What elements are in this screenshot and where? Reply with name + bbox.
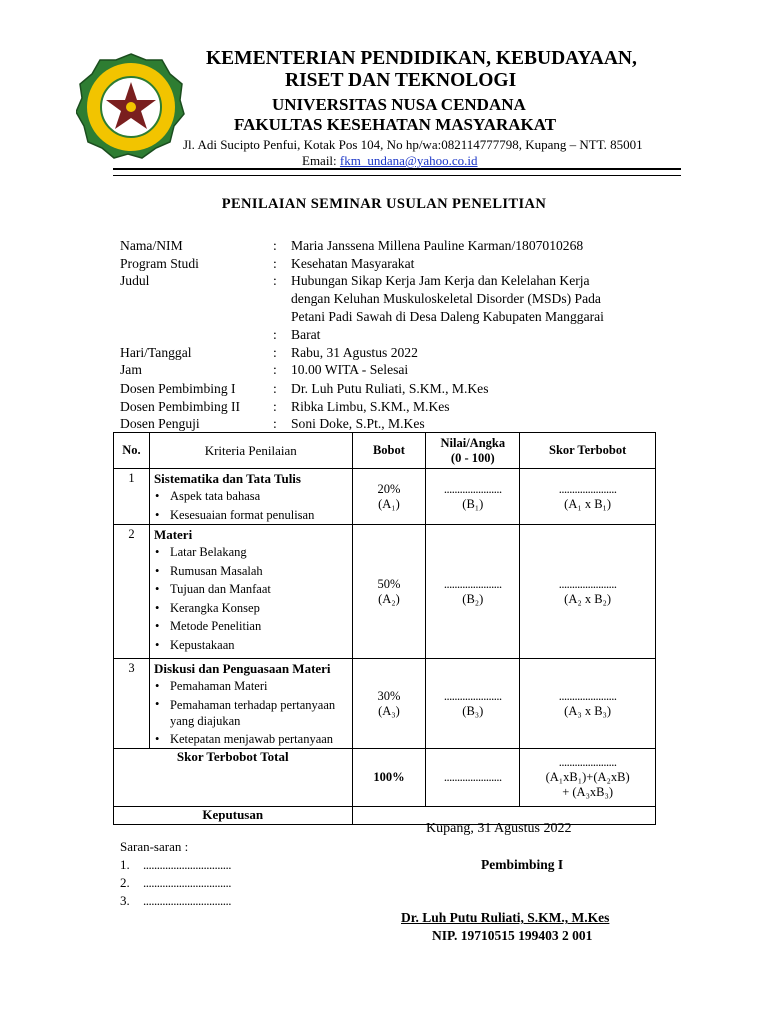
- weighted-blank[interactable]: ......................: [558, 576, 617, 591]
- weight-value: 20%: [377, 481, 401, 496]
- row-score: [426, 659, 520, 749]
- header-ministry-line1: KEMENTERIAN PENDIDIKAN, KEBUDAYAAN,: [206, 48, 637, 69]
- examiner-label: Dosen Penguji: [120, 416, 200, 431]
- header-score-line2: (0 - 100): [450, 450, 495, 465]
- weight-symbol: (A₃): [378, 703, 400, 718]
- row-criteria: [149, 659, 352, 749]
- title-value-line3: Petani Padi Sawah di Desa Daleng Kabupaten Manggarai: [291, 309, 604, 324]
- signer-role: Pembimbing I: [481, 857, 564, 872]
- title-value-line1: Hubungan Sikap Kerja Jam Kerja dan Kelelahan Kerja: [291, 273, 590, 288]
- header-ministry-line2: RISET DAN TEKNOLOGI: [285, 70, 517, 91]
- row-no: 1: [114, 469, 150, 525]
- weighted-symbol: (A₂ x B₂): [564, 591, 612, 606]
- suggestion-number: 2.: [120, 875, 130, 890]
- suggestion-number: 3.: [120, 893, 130, 908]
- header-weighted: Skor Terbobot: [520, 433, 656, 469]
- colon: :: [273, 345, 277, 360]
- email-link[interactable]: fkm_undana@yahoo.co.id: [339, 153, 478, 168]
- row-weighted: [520, 469, 656, 525]
- list-item: • Aspek tata bahasa: [152, 487, 352, 506]
- total-row: [114, 749, 656, 807]
- score-symbol: (B₁): [462, 496, 484, 511]
- list-item: • Kerangka Konsep: [152, 599, 352, 618]
- weighted-blank[interactable]: ......................: [558, 688, 617, 703]
- row-weighted: [520, 525, 656, 659]
- advisor1-value: Dr. Luh Putu Ruliati, S.KM., M.Kes: [291, 381, 489, 396]
- suggestion-number: 1.: [120, 857, 130, 872]
- score-symbol: (B₃): [462, 703, 484, 718]
- email-label: Email:: [302, 153, 337, 168]
- advisor1-label: Dosen Pembimbing I: [120, 381, 236, 396]
- header-address: Jl. Adi Sucipto Penfui, Kotak Pos 104, No hp/wa:082114777798, Kupang – NTT. 85001: [183, 137, 643, 152]
- title-label: Judul: [120, 273, 150, 288]
- time-label: Jam: [120, 362, 142, 377]
- suggestion-blank[interactable]: ................................: [143, 857, 231, 872]
- list-item: • Latar Belakang: [152, 543, 352, 562]
- row-score: [426, 469, 520, 525]
- suggestion-blank[interactable]: ................................: [143, 875, 231, 890]
- list-item: • Pemahaman terhadap pertanyaan yang diajukan: [152, 696, 352, 730]
- header-divider: [113, 168, 681, 170]
- header-no: No.: [114, 433, 150, 469]
- weighted-symbol: (A₃ x B₃): [564, 703, 612, 718]
- examiner-value: Soni Doke, S.Pt., M.Kes: [291, 416, 425, 431]
- time-value: 10.00 WITA - Selesai: [291, 362, 409, 377]
- score-symbol: (B₂): [462, 591, 484, 606]
- header-score-line1: Nilai/Angka: [440, 435, 506, 450]
- header-divider-thin: [113, 175, 681, 176]
- list-item: • Rumusan Masalah: [152, 562, 352, 581]
- header-university: UNIVERSITAS NUSA CENDANA: [272, 95, 526, 114]
- assessment-table: [113, 432, 656, 825]
- signer-nip: NIP. 19710515 199403 2 001: [432, 928, 593, 943]
- total-weight: 100%: [352, 749, 426, 807]
- list-item: • Tujuan dan Manfaat: [152, 580, 352, 599]
- header-criteria: Kriteria Penilaian: [149, 433, 352, 469]
- score-blank[interactable]: ......................: [443, 688, 502, 703]
- row-weight: [352, 525, 426, 659]
- suggestion-blank[interactable]: ................................: [143, 893, 231, 908]
- list-item: • Metode Penelitian: [152, 617, 352, 636]
- row-weight: [352, 469, 426, 525]
- row-criteria: [149, 469, 352, 525]
- header-weight: Bobot: [352, 433, 426, 469]
- colon: :: [273, 238, 277, 253]
- total-formula-line1: (A₁xB₁)+(A₂xB): [545, 770, 630, 784]
- total-weighted-blank[interactable]: ......................: [558, 755, 617, 769]
- weight-symbol: (A₁): [378, 496, 400, 511]
- signer-name: Dr. Luh Putu Ruliati, S.KM., M.Kes: [401, 910, 610, 925]
- criteria-title: Sistematika dan Tata Tulis: [153, 471, 301, 486]
- total-label: Skor Terbobot Total: [114, 749, 353, 807]
- decision-label: Keputusan: [114, 807, 353, 825]
- suggestions-label: Saran-saran :: [120, 839, 189, 854]
- place-date: Kupang, 31 Agustus 2022: [426, 821, 572, 836]
- table-row: [114, 659, 656, 749]
- weight-symbol: (A₂): [378, 591, 400, 606]
- title-value-line4: Barat: [291, 327, 321, 342]
- row-weighted: [520, 659, 656, 749]
- header-faculty: FAKULTAS KESEHATAN MASYARAKAT: [234, 115, 557, 134]
- table-row: [114, 469, 656, 525]
- advisor2-value: Ribka Limbu, S.KM., M.Kes: [291, 399, 450, 414]
- header-score: [426, 433, 520, 469]
- total-score: [426, 749, 520, 807]
- colon: :: [273, 362, 277, 377]
- row-weight: [352, 659, 426, 749]
- table-header-row: [114, 433, 656, 469]
- list-item: • Kepustakaan: [152, 636, 352, 655]
- total-score-blank[interactable]: ......................: [443, 770, 502, 784]
- university-logo: [76, 52, 186, 162]
- colon: :: [273, 399, 277, 414]
- row-criteria: [149, 525, 352, 659]
- weighted-blank[interactable]: ......................: [558, 481, 617, 496]
- colon: :: [273, 381, 277, 396]
- row-score: [426, 525, 520, 659]
- colon: :: [273, 416, 277, 431]
- weighted-symbol: (A₁ x B₁): [564, 496, 612, 511]
- advisor2-label: Dosen Pembimbing II: [120, 399, 241, 414]
- weight-value: 50%: [377, 576, 401, 591]
- program-value: Kesehatan Masyarakat: [291, 256, 415, 271]
- total-formula-line2: + (A₃xB₃): [562, 785, 614, 799]
- list-item: • Pemahaman Materi: [152, 677, 352, 696]
- title-value-line2: dengan Keluhan Muskuloskeletal Disorder (MSDs) Pada: [291, 291, 601, 306]
- name-value: Maria Janssena Millena Pauline Karman/1807010268: [291, 238, 584, 253]
- colon: :: [273, 256, 277, 271]
- weight-value: 30%: [377, 688, 401, 703]
- name-label: Nama/NIM: [120, 238, 183, 253]
- criteria-title: Diskusi dan Penguasaan Materi: [153, 661, 331, 676]
- score-blank[interactable]: ......................: [443, 481, 502, 496]
- colon: :: [273, 273, 277, 288]
- document-title: PENILAIAN SEMINAR USULAN PENELITIAN: [221, 196, 547, 212]
- list-item: • Ketepatan menjawab pertanyaan: [152, 730, 352, 749]
- colon: :: [273, 327, 277, 342]
- row-no: 2: [114, 525, 150, 659]
- header-email-row: [302, 153, 478, 169]
- criteria-title: Materi: [153, 527, 193, 542]
- date-label: Hari/Tanggal: [120, 345, 192, 360]
- list-item: • Kesesuaian format penulisan: [152, 506, 352, 525]
- program-label: Program Studi: [120, 256, 199, 271]
- decision-row: [114, 807, 656, 825]
- table-row: [114, 525, 656, 659]
- total-weighted: [520, 749, 656, 807]
- row-no: 3: [114, 659, 150, 749]
- score-blank[interactable]: ......................: [443, 576, 502, 591]
- date-value: Rabu, 31 Agustus 2022: [291, 345, 418, 360]
